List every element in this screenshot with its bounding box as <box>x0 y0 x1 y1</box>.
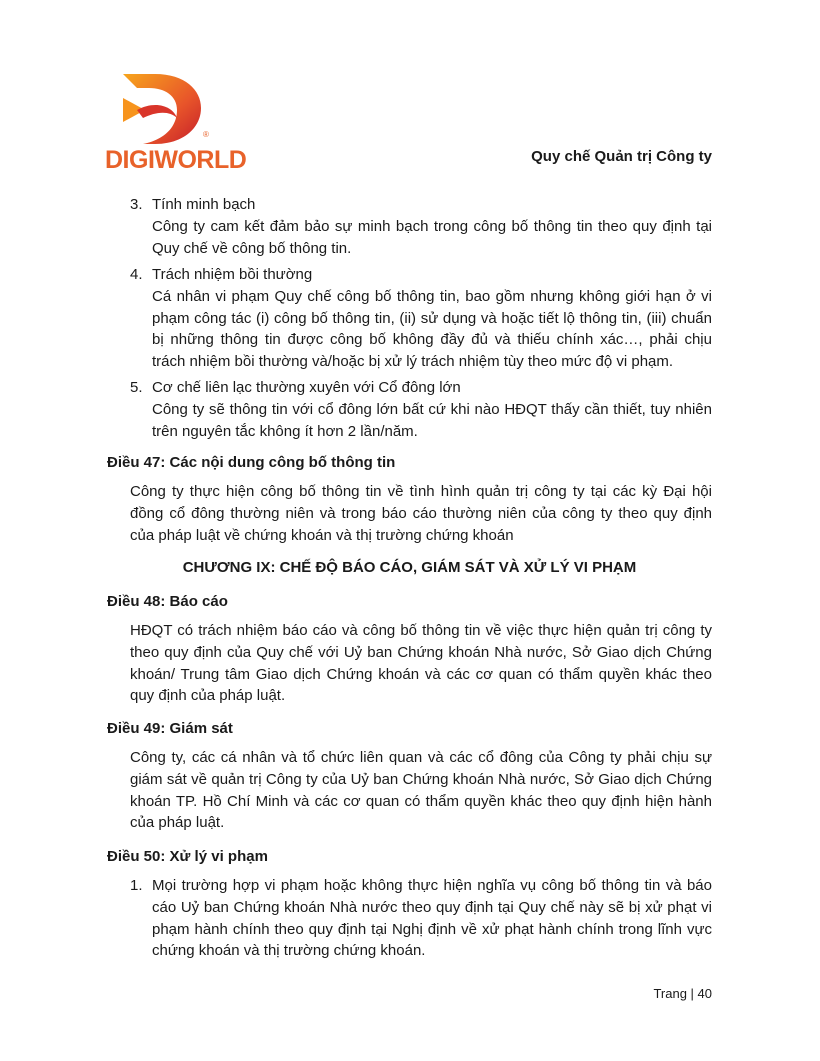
paragraph <box>130 620 712 707</box>
text-line: quy định của pháp luật. <box>130 687 286 705</box>
text-line: giám sát về quản trị Công ty của Uỷ ban Chứng khoán Nhà nước, Sở Giao dịch Chứng <box>130 770 712 788</box>
digiworld-d-logo-icon <box>115 70 205 145</box>
document-title: Quy chế Quản trị Công ty <box>531 148 712 165</box>
text-line: trên nguyên tắc không ít hơn 2 lần/năm. <box>152 422 418 440</box>
numbered-item <box>130 264 712 373</box>
numbered-item <box>130 377 712 442</box>
text-line: khoán/ Trung tâm Giao dịch Chứng khoán và các cơ quan có thẩm quyền khác theo <box>130 665 712 683</box>
text-line: HĐQT có trách nhiệm báo cáo và công bố thông tin về việc thực hiện quản trị công ty <box>130 622 712 639</box>
text-line: của pháp luật. <box>130 814 225 832</box>
paragraph <box>130 481 712 546</box>
registered-mark-icon: ® <box>203 130 209 139</box>
text-line: bị những thông tin được công bố không đầy đủ và thiếu chính xác…, phải chịu <box>152 331 712 349</box>
item-title: Cơ chế liên lạc thường xuyên với Cổ đông lớn <box>152 379 461 396</box>
page-number: Trang | 40 <box>653 986 712 1001</box>
text-line: theo quy định của Quy chế với Uỷ ban Chứng khoán Nhà nước, Sở Giao dịch Chứng <box>130 643 712 661</box>
text-line: phạm công tác (i) công bố thông tin, (ii) sử dụng và hoặc tiết lộ thông tin, (iii) chuẩn <box>152 309 712 327</box>
paragraph <box>130 747 712 834</box>
text-line: Quy chế về công bố thông tin. <box>152 239 352 257</box>
article-heading: Điều 48: Báo cáo <box>107 593 228 610</box>
item-number: 5. <box>130 379 143 396</box>
company-logo <box>105 70 250 175</box>
numbered-item <box>130 194 712 259</box>
logo-text: DIGIWORLD <box>105 146 247 174</box>
text-line: phạm hành chính theo quy định tại Nghị định về xử phạt hành chính trong lĩnh vực <box>152 920 712 938</box>
text-line: Công ty, các cá nhân và tổ chức liên quan và các cổ đông của Công ty phải chịu sự <box>130 749 712 766</box>
item-number: 4. <box>130 266 143 283</box>
text-line: Công ty thực hiện công bố thông tin về tình hình quản trị công ty tại các kỳ Đại hội <box>130 483 712 500</box>
article-heading: Điều 49: Giám sát <box>107 720 233 737</box>
text-line: khoán TP. Hồ Chí Minh và các cơ quan có thẩm quyền khác theo quy định hiện hành <box>130 792 712 810</box>
text-line: Công ty cam kết đảm bảo sự minh bạch trong công bố thông tin theo quy định tại <box>152 217 712 235</box>
article-heading: Điều 47: Các nội dung công bố thông tin <box>107 454 396 471</box>
text-line: cáo Uỷ ban Chứng khoán Nhà nước theo quy định tại Quy chế này sẽ bị xử phạt vi <box>152 898 712 916</box>
text-line: Mọi trường hợp vi phạm hoặc không thực hiện nghĩa vụ công bố thông tin và báo <box>152 877 712 894</box>
numbered-item <box>130 875 712 962</box>
text-line: đồng cổ đông thường niên và trong báo cáo thường niên của công ty theo quy định <box>130 504 712 522</box>
text-line: Cá nhân vi phạm Quy chế công bố thông tin, bao gồm nhưng không giới hạn ở vi <box>152 287 712 305</box>
item-title: Tính minh bạch <box>152 196 256 213</box>
chapter-heading: CHƯƠNG IX: CHẾ ĐỘ BÁO CÁO, GIÁM SÁT VÀ XỬ LÝ VI PHẠM <box>182 559 637 576</box>
item-number: 3. <box>130 196 143 213</box>
item-number: 1. <box>130 877 143 894</box>
text-line: của pháp luật về chứng khoán và thị trường chứng khoán <box>130 526 514 544</box>
text-line: trách nhiệm bồi thường và/hoặc bị xử lý trách nhiệm tùy theo mức độ vi phạm. <box>152 353 674 371</box>
text-line: chứng khoán và thị trường chứng khoán. <box>152 942 426 960</box>
text-line: Công ty sẽ thông tin với cổ đông lớn bất cứ khi nào HĐQT thấy cần thiết, tuy nhiên <box>152 400 712 418</box>
article-heading: Điều 50: Xử lý vi phạm <box>107 848 268 865</box>
item-title: Trách nhiệm bồi thường <box>152 266 313 283</box>
